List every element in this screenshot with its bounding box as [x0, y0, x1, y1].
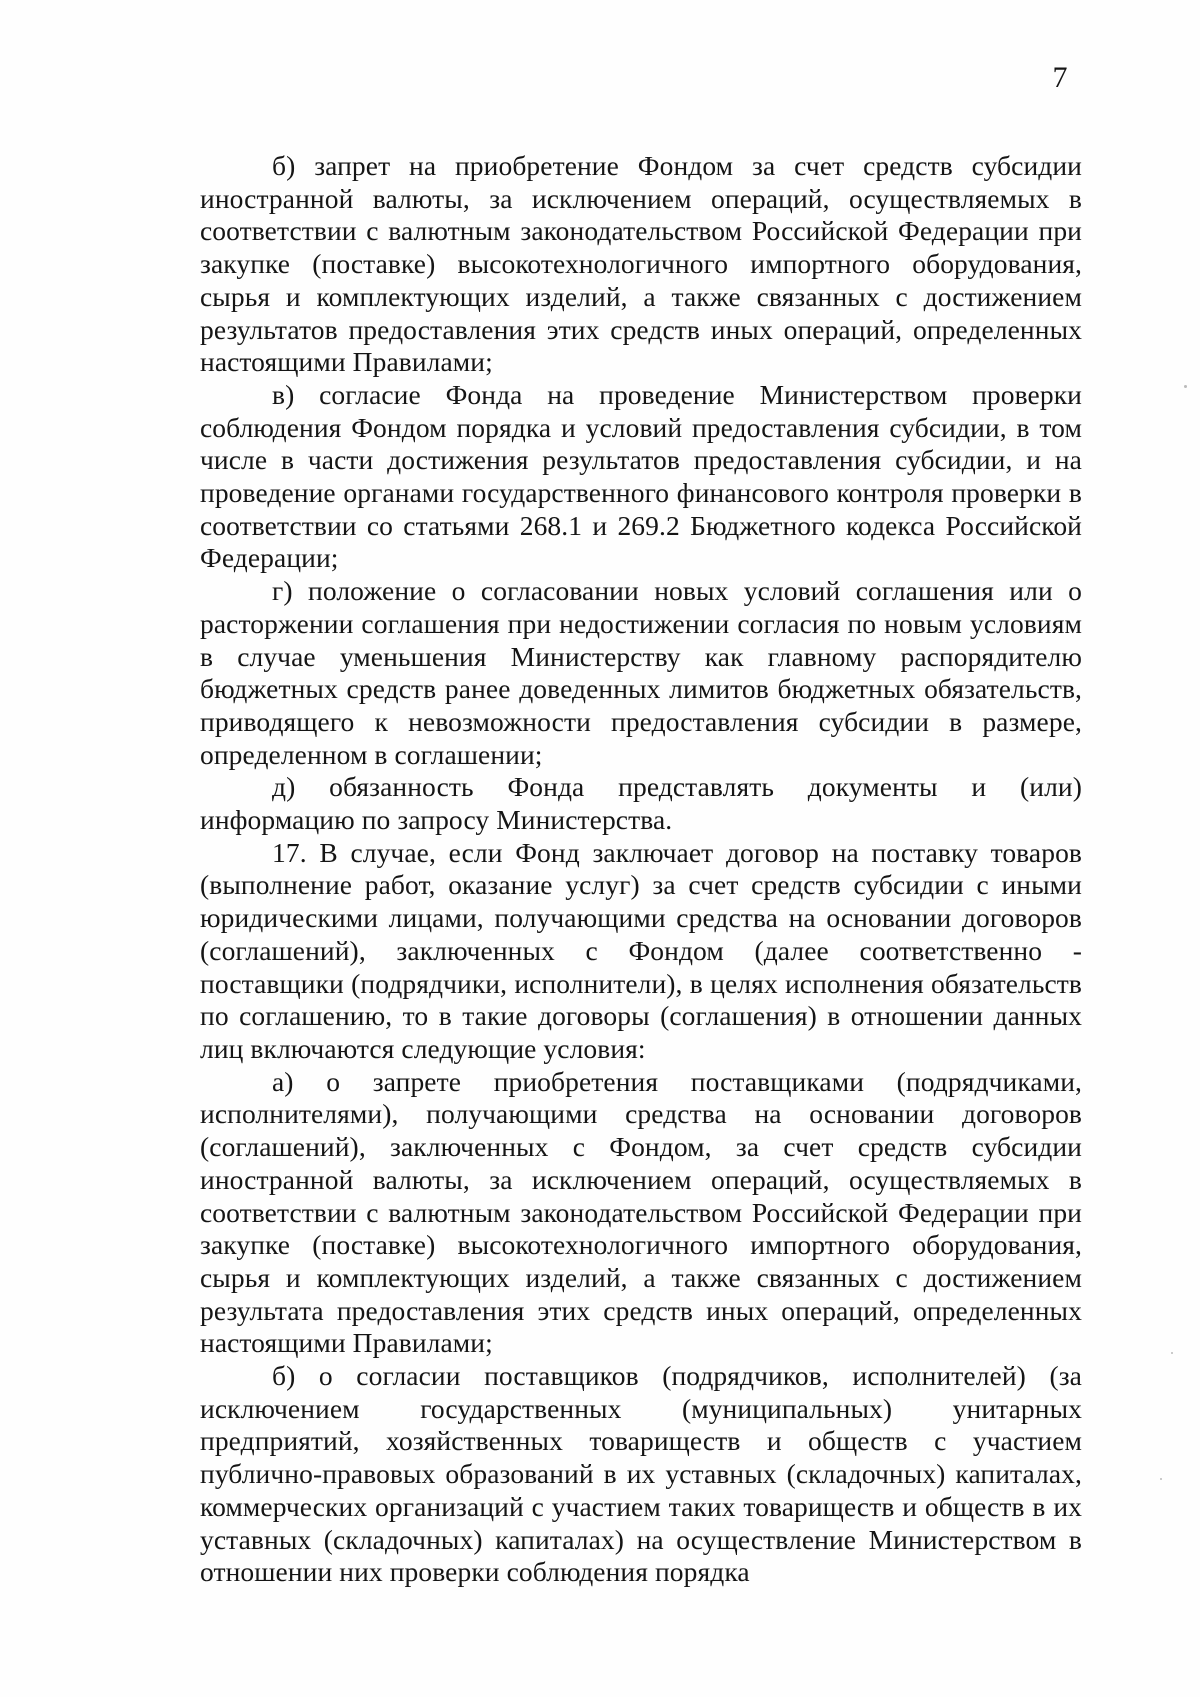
- paragraph-b-currency-ban: б) запрет на приобретение Фондом за счет средств субсидии иностранной валюты, за исключением операций, осуществляемых в соответствии с валютным законодательством Российской Федерации при закупке (поставке) высокотехнологичного импортного оборудования, сырья и комплектующих изделий, а также связанных с достижением результатов предоставления этих средств иных операций, определенных настоящими Правилами;: [200, 150, 1082, 378]
- scan-speck: [1171, 1352, 1173, 1354]
- paragraph-v-inspection-consent: в) согласие Фонда на проведение Министерством проверки соблюдения Фондом порядка и условий предоставления субсидии, в том числе в части достижения результатов предоставления субсидии, и на проведение органами государственного финансового контроля проверки в соответствии со статьями 268.1 и 269.2 Бюджетного кодекса Российской Федерации;: [200, 378, 1082, 574]
- paragraph-a-supplier-currency-ban: а) о запрете приобретения поставщиками (подрядчиками, исполнителями), получающими средства на основании договоров (соглашений), заключенных с Фондом, за счет средств субсидии иностранной валюты, за исключением операций, осуществляемых в соответствии с валютным законодательством Российской Федерации при закупке (поставке) высокотехнологичного импортного оборудования, сырья и комплектующих изделий, а также связанных с достижением результата предоставления этих средств иных операций, определенных настоящими Правилами;: [200, 1065, 1082, 1359]
- paragraph-g-new-conditions: г) положение о согласовании новых условий соглашения или о расторжении соглашения при недостижении согласия по новым условиям в случае уменьшения Министерству как главному распорядителю бюджетных средств ранее доведенных лимитов бюджетных обязательств, приводящего к невозможности предоставления субсидии в размере, определенном в соглашении;: [200, 575, 1082, 770]
- scan-speck: [1160, 1478, 1162, 1480]
- paragraph-d-provide-documents: д) обязанность Фонда представлять документы и (или) информацию по запросу Министерства.: [200, 771, 1082, 836]
- paragraph-17-supplier-contracts: 17. В случае, если Фонд заключает договор на поставку товаров (выполнение работ, оказание услуг) за счет средств субсидии с иными юридическими лицами, получающими средства на основании договоров (соглашений), заключенных с Фондом (далее соответственно - поставщики (подрядчики, исполнители), в целях исполнения обязательств по соглашению, то в такие договоры (соглашения) в отношении данных лиц включаются следующие условия:: [200, 836, 1082, 1064]
- page-number: 7: [1052, 61, 1068, 94]
- document-body: [200, 150, 1082, 1589]
- paragraph-b-supplier-consent: б) о согласии поставщиков (подрядчиков, исполнителей) (за исключением государственных (муниципальных) унитарных предприятий, хозяйственных товариществ и обществ с участием публично-правовых образований в их уставных (складочных) капиталах, коммерческих организаций с участием таких товариществ и обществ в их уставных (складочных) капиталах) на осуществление Министерством в отношении них проверки соблюдения порядка: [200, 1360, 1082, 1588]
- scan-speck: [1184, 385, 1187, 388]
